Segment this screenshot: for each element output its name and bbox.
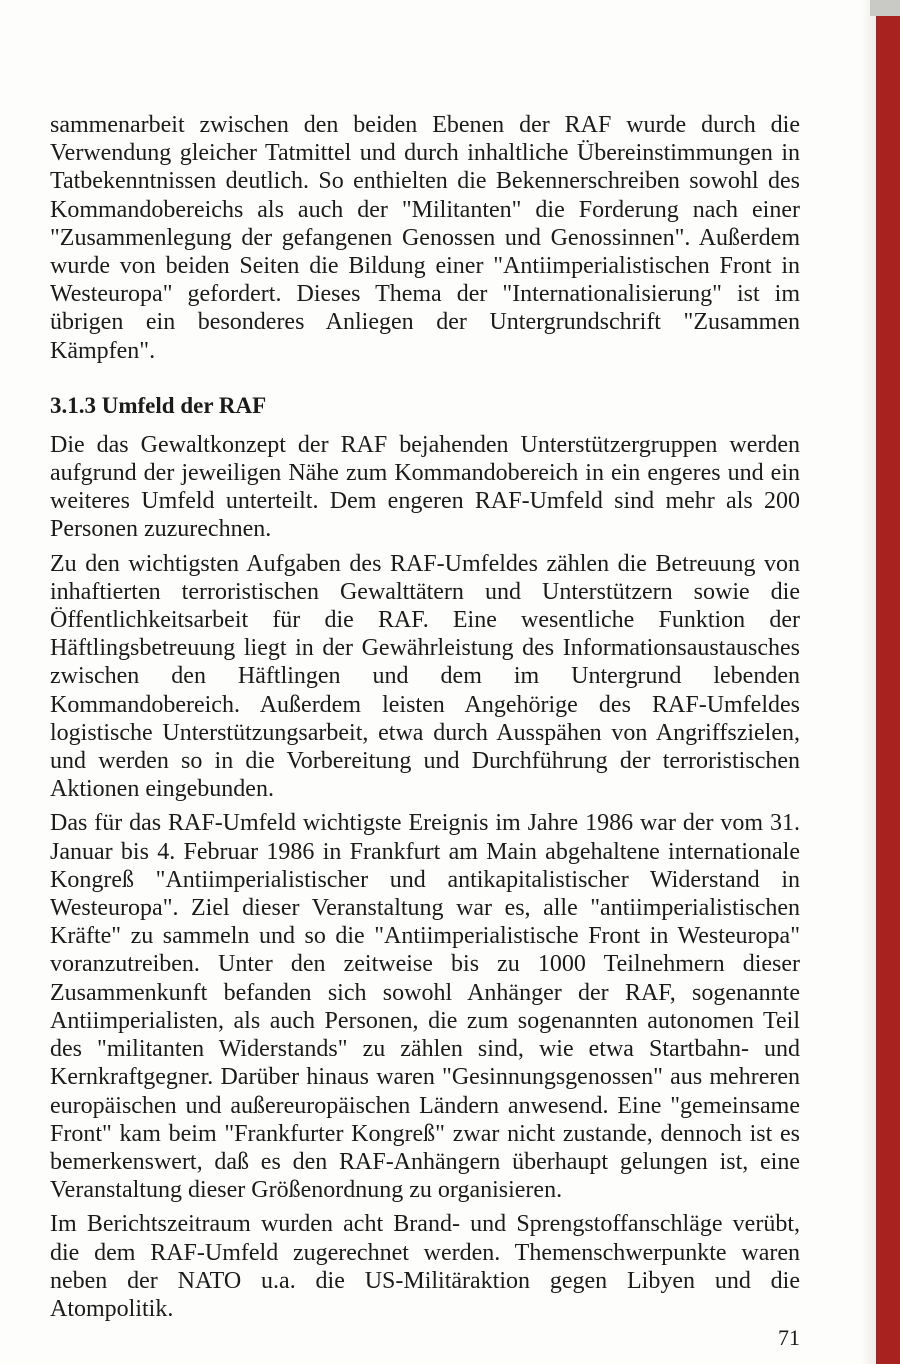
paragraph-umfeld-tasks: Zu den wichtigsten Aufgaben des RAF-Umfeldes zählen die Betreuung von inhaftierten terroristischen Gewalttätern und Unterstützern sowie die Öffentlichkeitsarbeit für die RAF. Eine wesentliche Funktion der Häftlingsbetreuung liegt in der Gewährleistung des Informationsaustausches zwischen den Häftlingen und dem im Untergrund lebenden Kommandobereich. Außerdem leisten Angehörige des RAF-Umfeldes logistische Unterstützungsarbeit, etwa durch Ausspähen von Angriffszielen, und werden so in die Vorbereitung und Durchführung der terroristischen Aktionen eingebunden. (50, 550, 800, 803)
section-heading: 3.1.3 Umfeld der RAF (50, 392, 267, 418)
paragraph-attacks: Im Berichtszeitraum wurden acht Brand- und Sprengstoffanschläge verübt, die dem RAF-Umfeld zugerechnet werden. Themenschwerpunkte waren neben der NATO u.a. die US-Militäraktion gegen Libyen und die Atompolitik. (50, 1211, 800, 1322)
page-text-column (50, 111, 800, 1323)
paragraph-continued: sammenarbeit zwischen den beiden Ebenen der RAF wurde durch die Verwendung gleicher Tatmittel und durch inhaltliche Übereinstimmungen in Tatbekenntnissen deutlich. So enthielten die Bekennerschreiben sowohl des Kommandobereichs als auch der "Militanten" die Forderung nach einer "Zusammenlegung der gefangenen Genossen und Genossinnen". Außerdem wurde von beiden Seiten die Bildung einer "Antiimperialistischen Front in Westeuropa" gefordert. Dieses Thema der "Internationalisierung" ist im übrigen ein besonderes Anliegen der Untergrundschrift "Zusammen Kämpfen". (50, 112, 800, 364)
book-edge-top-gap (870, 0, 900, 16)
page-gutter-shadow (860, 0, 876, 1364)
section-spacer (50, 365, 800, 391)
page-number: 71 (778, 1325, 800, 1350)
paragraph-umfeld-intro: Die das Gewaltkonzept der RAF bejahenden Unterstützergruppen werden aufgrund der jeweiligen Nähe zum Kommandobereich in ein engeres und ein weiteres Umfeld unterteilt. Dem engeren RAF-Umfeld sind mehr als 200 Personen zuzurechnen. (50, 431, 800, 543)
book-edge-red-strip (876, 0, 900, 1364)
paragraph-frankfurt-congress: Das für das RAF-Umfeld wichtigste Ereignis im Jahre 1986 war der vom 31. Januar bis 4. Februar 1986 in Frankfurt am Main abgehaltene internationale Kongreß "Antiimperialistischer und antikapitalistischer Widerstand in Westeuropa". Ziel dieser Veranstaltung war es, alle "antiimperialistischen Kräfte" zu sammeln und so die "Antiimperialistische Front in Westeuropa" voranzutreiben. Unter den zeitweise bis zu 1000 Teilnehmern dieser Zusammenkunft befanden sich sowohl Anhänger der RAF, sogenannte Antiimperialisten, als auch Personen, die zum sogenannten autonomen Teil des "militanten Widerstands" zu zählen sind, wie etwa Startbahn- und Kernkraftgegner. Darüber hinaus waren "Gesinnungsgenossen" aus mehreren europäischen und außereuropäischen Ländern anwesend. Eine "gemeinsame Front" kam beim "Frankfurter Kongreß" zwar nicht zustande, dennoch ist es bemerkenswert, daß es den RAF-Anhängern überhaupt gelungen ist, eine Veranstaltung dieser Größenordnung zu organisieren. (50, 810, 800, 1204)
